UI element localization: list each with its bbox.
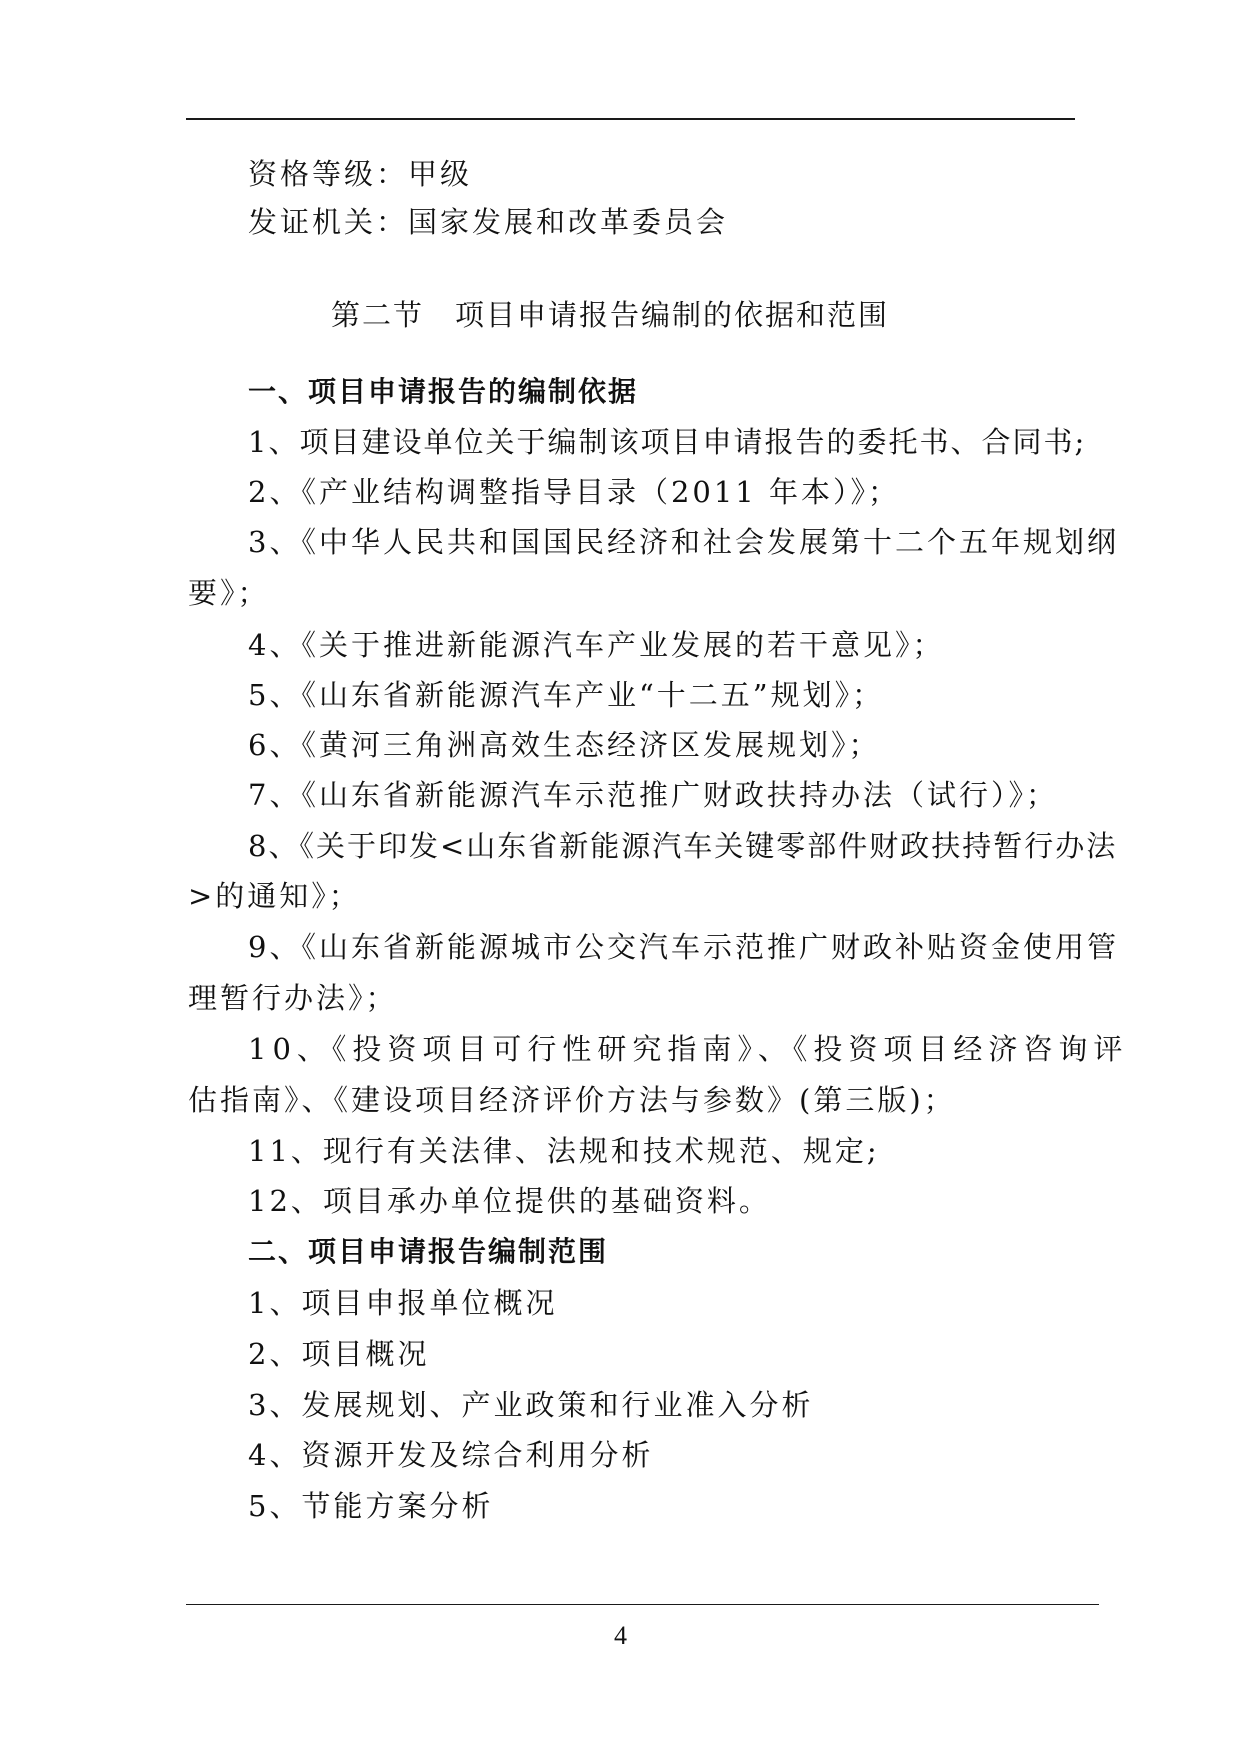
footer-rule [186,1604,1099,1605]
basis-item-2: 2、《产业结构调整指导目录（2011 年本）》； [248,475,900,509]
basis-item-6: 6、《黄河三角洲高效生态经济区发展规划》； [248,728,881,762]
header-rule [186,118,1075,120]
scope-item-2: 2、项目概况 [248,1337,430,1371]
basis-item-8-cont: >的通知》； [188,879,361,913]
part2-heading: 二、项目申请报告编制范围 [248,1235,609,1268]
basis-item-10-cont: 估指南》、《建设项目经济评价方法与参数》(第三版)； [188,1083,956,1117]
basis-item-10: 10、《投资项目可行性研究指南》、《投资项目经济咨询评 [248,1032,1129,1066]
credential-issuer: 发证机关：国家发展和改革委员会 [248,205,729,239]
page-number: 4 [614,1621,627,1650]
basis-item-3-cont: 要》； [188,576,270,610]
part1-heading: 一、项目申请报告的编制依据 [248,375,639,408]
basis-item-5: 5、《山东省新能源汽车产业“十二五”规划》； [248,678,885,712]
basis-item-8: 8、《关于印发<山东省新能源汽车关键零部件财政扶持暂行办法 [248,829,1118,863]
credential-grade: 资格等级：甲级 [248,157,473,191]
basis-item-11: 11、现行有关法律、法规和技术规范、规定; [248,1134,880,1168]
scope-item-1: 1、项目申报单位概况 [248,1286,558,1320]
section-title: 第二节 项目申请报告编制的依据和范围 [331,298,890,332]
basis-item-7: 7、《山东省新能源汽车示范推广财政扶持办法（试行）》； [248,778,1058,812]
basis-item-9-cont: 理暂行办法》； [188,981,398,1015]
basis-item-1: 1、项目建设单位关于编制该项目申请报告的委托书、合同书; [248,425,1087,459]
scope-item-4: 4、资源开发及综合利用分析 [248,1438,654,1472]
scope-item-3: 3、发展规划、产业政策和行业准入分析 [248,1388,814,1422]
basis-item-4: 4、《关于推进新能源汽车产业发展的若干意见》； [248,628,945,662]
basis-item-3: 3、《中华人民共和国国民经济和社会发展第十二个五年规划纲 [248,525,1119,559]
basis-item-9: 9、《山东省新能源城市公交汽车示范推广财政补贴资金使用管 [248,930,1119,964]
basis-item-12: 12、项目承办单位提供的基础资料。 [248,1184,771,1218]
scope-item-5: 5、节能方案分析 [248,1489,494,1523]
